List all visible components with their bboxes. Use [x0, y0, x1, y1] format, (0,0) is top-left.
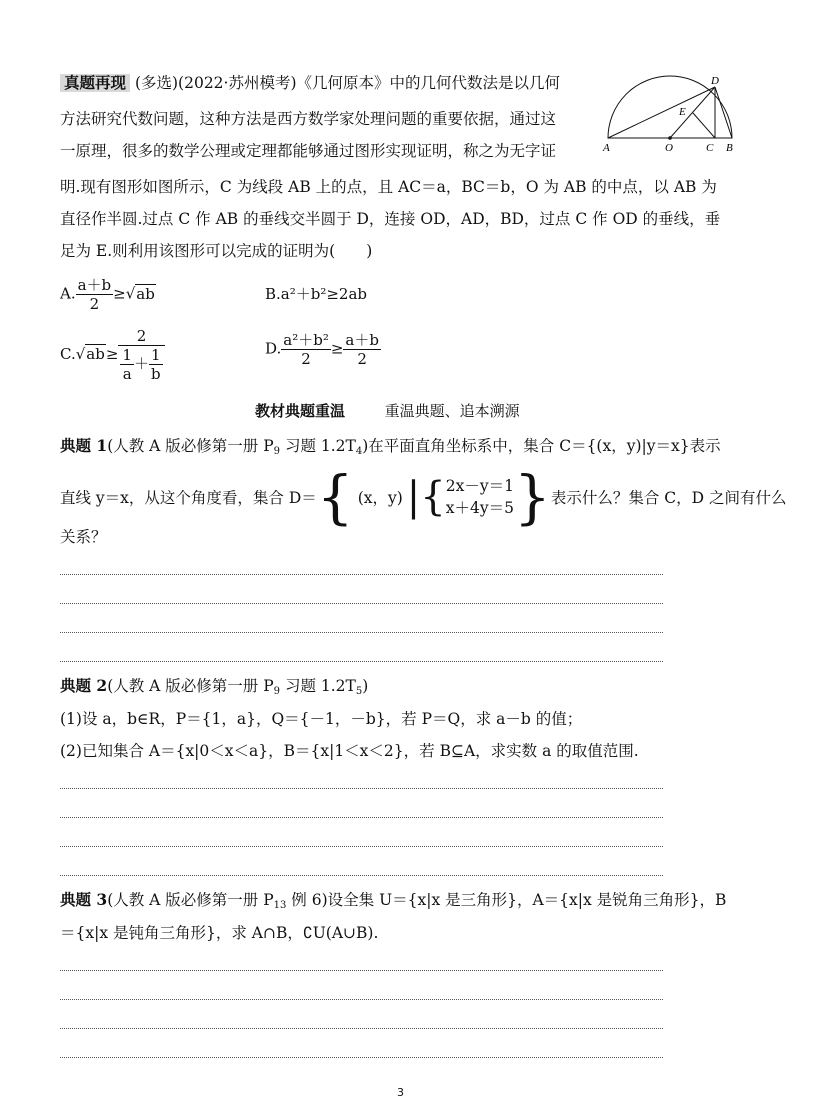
option-c-num: 2 — [118, 327, 164, 346]
q0-line-5: 直径作半圆.过点 C 作 AB 的垂线交半圆于 D，连接 OD，AD，BD，过点 C 作 OD 的垂线，垂 — [60, 210, 721, 228]
option-c-frac1 — [120, 346, 134, 383]
answer-line — [60, 574, 663, 575]
bar-icon: | — [406, 474, 421, 520]
option-d — [265, 331, 381, 368]
option-d-rel: ≥ — [330, 339, 344, 358]
answer-line — [60, 632, 663, 633]
t2-head: 典题 2 — [60, 676, 108, 695]
option-c: C.√ab≥ 2 $\frac{1}{a}$ ＋ $\frac{1}{b}$ — [60, 327, 165, 383]
t1-eq2: x＋4y＝5 — [445, 499, 514, 517]
answer-line — [60, 999, 663, 1000]
option-c-frac2-num: 1 — [149, 346, 163, 365]
t1-line-3: 关系？ — [60, 528, 107, 546]
option-d-num: a²＋b² — [283, 331, 329, 349]
t1-src-sub2: 4 — [355, 446, 363, 457]
option-c-frac1-num: 1 — [122, 346, 132, 364]
option-a-den: 2 — [89, 295, 100, 313]
fig-label-E: E — [679, 106, 686, 118]
t1-line-1 — [60, 436, 721, 462]
t2-src: (人教 A 版必修第一册 P — [107, 677, 274, 695]
fig-label-A: A — [603, 142, 610, 154]
option-d-fraction-2 — [343, 331, 381, 368]
t1-system — [446, 475, 514, 519]
q0-line-6: 足为 E.则利用该图形可以完成的证明为( ) — [60, 242, 373, 260]
t1-src-sub: 9 — [273, 446, 281, 457]
option-a-label: A. — [60, 284, 76, 303]
page-number: 3 — [397, 1086, 404, 1099]
option-d-num2: a＋b — [345, 331, 379, 349]
t3-head: 典题 3 — [60, 890, 108, 909]
t2-part-1: (1)设 a，b∈R，P＝{1，a}，Q＝{－1，－b}，若 P＝Q，求 a－b 的值； — [60, 710, 583, 728]
t3-src: (人教 A 版必修第一册 P — [107, 891, 274, 909]
option-c-radicand: ab — [86, 345, 105, 363]
answer-line — [60, 970, 663, 971]
option-c-den — [118, 346, 164, 383]
q0-line-4: 明.现有图形如图所示，C 为线段 AB 上的点，且 AC＝a，BC＝b，O 为 AB 的中点，以 AB 为 — [60, 178, 717, 196]
section-title: 教材典题重温 — [255, 402, 346, 420]
option-a-radicand: ab — [136, 284, 155, 303]
option-a-rel: ≥ — [113, 284, 126, 303]
q0-tag: 真题再现 — [60, 74, 130, 92]
t3-line-2: ＝{x|x 是钝角三角形}，求 A∩B，∁U(A∪B). — [60, 924, 379, 942]
t2-src3: ) — [362, 677, 369, 695]
option-c-frac2-den: b — [150, 365, 161, 383]
option-c-fraction — [118, 327, 164, 383]
t1-head: 典题 1 — [60, 436, 108, 455]
answer-line — [60, 846, 663, 847]
fig-label-C: C — [706, 142, 714, 154]
option-b: B.a²＋b²≥2ab — [265, 285, 368, 303]
t3-line-1 — [60, 890, 726, 916]
fig-label-D: D — [711, 75, 719, 87]
option-d-den2: 2 — [357, 350, 367, 368]
semicircle-figure — [598, 72, 748, 154]
q0-line-3: 一原理，很多的数学公理或定理都能够通过图形实现证明，称之为无字证 — [60, 142, 557, 160]
option-a-fraction — [76, 276, 114, 313]
option-c-rel: ≥ — [105, 345, 119, 363]
t1-pair: (x，y) — [357, 489, 403, 507]
t2-src2: 习题 1.2T — [280, 677, 356, 695]
section-header — [255, 400, 520, 421]
t3-src-sub: 13 — [273, 900, 287, 911]
left-brace-icon: { — [316, 463, 354, 531]
t2-part-2: (2)已知集合 A＝{x|0＜x＜a}，B＝{x|1＜x＜2}，若 B⊆A，求实数 a 的取值范围. — [60, 742, 639, 760]
answer-line — [60, 661, 663, 662]
option-a-num: a＋b — [77, 276, 112, 294]
fig-label-B: B — [726, 142, 733, 154]
t2-line-1 — [60, 676, 368, 702]
t1-src2: 习题 1.2T — [280, 437, 356, 455]
answer-line — [60, 603, 663, 604]
t2-src-sub2: 5 — [355, 686, 363, 697]
t1-text-2a: 直线 y＝x，从这个角度看，集合 D＝ — [60, 489, 317, 507]
t1-src: (人教 A 版必修第一册 P — [107, 437, 274, 455]
q0-line-1 — [60, 73, 560, 93]
option-c-frac2 — [149, 346, 163, 383]
answer-line — [60, 875, 663, 876]
option-d-fraction-1 — [281, 331, 331, 368]
option-c-label: C. — [60, 345, 76, 363]
q0-line-2: 方法研究代数问题，这种方法是西方数学家处理问题的重要依据，通过这 — [60, 110, 557, 128]
fig-label-O: O — [665, 142, 673, 154]
right-brace-icon: } — [513, 463, 551, 531]
answer-line — [60, 788, 663, 789]
t3-src2: 例 6)设全集 U＝{x|x 是三角形}，A＝{x|x 是锐角三角形}，B — [286, 891, 727, 909]
t1-eq1: 2x－y＝1 — [445, 477, 514, 495]
left-brace-small-icon: { — [420, 474, 446, 520]
t1-src3: )在平面直角坐标系中，集合 C＝{(x，y)|y＝x}表示 — [362, 437, 721, 455]
answer-line — [60, 1057, 663, 1058]
answer-line — [60, 817, 663, 818]
t1-line-2 — [60, 463, 787, 531]
section-subtitle: 重温典题、追本溯源 — [384, 402, 520, 420]
t2-src-sub: 9 — [273, 686, 281, 697]
option-c-plus: ＋ — [133, 354, 149, 373]
option-d-den: 2 — [301, 350, 311, 368]
t1-text-2b: 表示什么？集合 C，D 之间有什么 — [550, 489, 787, 507]
option-c-frac1-den: a — [122, 365, 132, 383]
answer-line — [60, 1028, 663, 1029]
option-d-label: D. — [265, 339, 282, 358]
q0-text-1: (多选)(2022·苏州模考)《几何原本》中的几何代数法是以几何 — [134, 74, 561, 92]
option-a: A. $\frac{a+b}{2}$ ≥√ab — [60, 276, 155, 313]
